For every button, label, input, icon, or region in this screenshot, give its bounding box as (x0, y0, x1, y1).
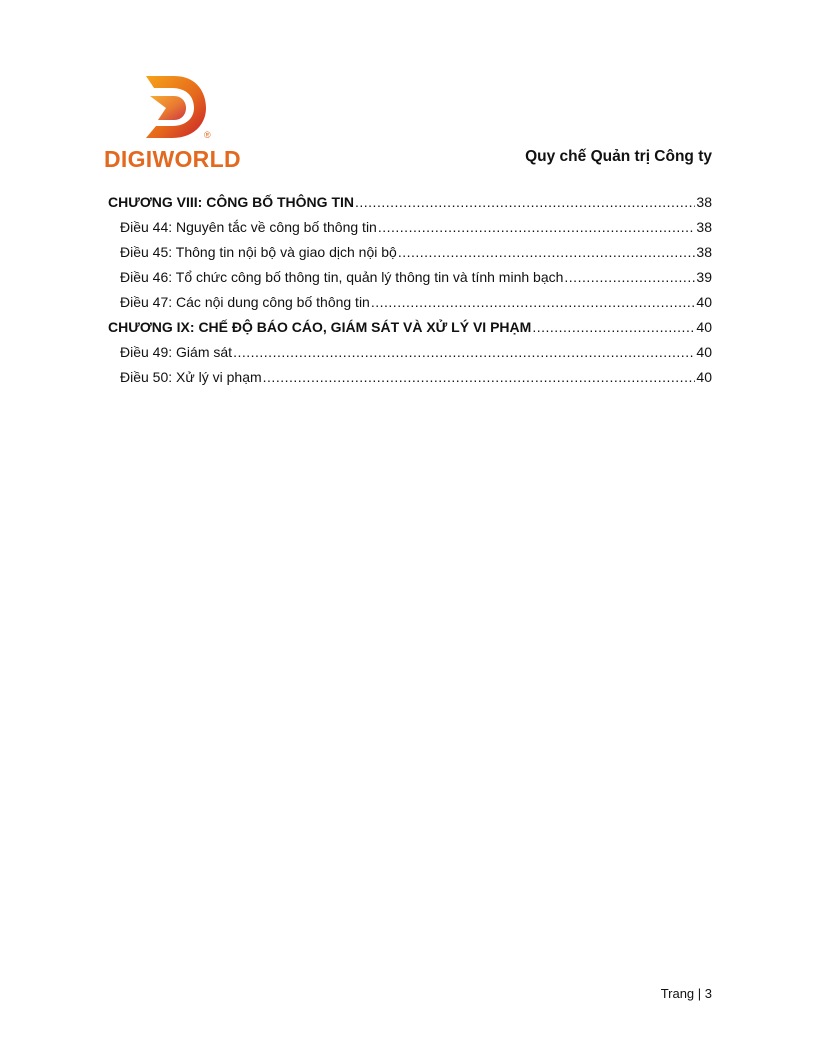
toc-article-entry[interactable] (108, 344, 712, 369)
toc-article-entry[interactable] (108, 244, 712, 269)
toc-entry-title: Điều 50: Xử lý vi phạm (120, 369, 262, 385)
toc-article-entry[interactable] (108, 369, 712, 394)
toc-entry-page: 40 (696, 369, 712, 385)
toc-chapter-entry[interactable] (108, 194, 712, 219)
company-logo (104, 72, 246, 172)
toc-entry-title: Điều 47: Các nội dung công bố thông tin (120, 294, 370, 310)
logo-wordmark: DIGIWORLD (104, 146, 241, 172)
toc-entry-page: 40 (696, 294, 712, 310)
toc-article-entry[interactable] (108, 269, 712, 294)
toc-entry-page: 38 (696, 194, 712, 210)
toc-leader-dots (564, 269, 695, 285)
toc-entry-title: Điều 44: Nguyên tắc về công bố thông tin (120, 219, 377, 235)
toc-entry-page: 38 (696, 244, 712, 260)
toc-leader-dots (355, 194, 695, 210)
toc-entry-page: 39 (696, 269, 712, 285)
toc-article-entry[interactable] (108, 294, 712, 319)
toc-entry-page: 40 (696, 319, 712, 335)
registered-mark: ® (204, 130, 211, 140)
toc-entry-page: 40 (696, 344, 712, 360)
page-number: Trang | 3 (660, 986, 712, 1001)
toc-entry-page: 38 (696, 219, 712, 235)
toc-chapter-entry[interactable] (108, 319, 712, 344)
toc-entry-title: Điều 49: Giám sát (120, 344, 233, 360)
toc-leader-dots (532, 319, 695, 335)
toc-leader-dots (263, 369, 696, 385)
document-title: Quy chế Quản trị Công ty (525, 148, 712, 165)
toc-entry-title: CHƯƠNG VIII: CÔNG BỐ THÔNG TIN (108, 194, 354, 210)
digiworld-logo-icon (140, 72, 210, 142)
toc-leader-dots (371, 294, 696, 310)
toc-entry-title: CHƯƠNG IX: CHẾ ĐỘ BÁO CÁO, GIÁM SÁT VÀ XỬ LÝ VI PHẠM (108, 319, 532, 335)
toc-leader-dots (398, 244, 696, 260)
toc-article-entry[interactable] (108, 219, 712, 244)
toc-leader-dots (378, 219, 696, 235)
toc-leader-dots (233, 344, 695, 360)
table-of-contents (108, 194, 712, 394)
toc-entry-title: Điều 45: Thông tin nội bộ và giao dịch nội bộ (120, 244, 397, 260)
toc-entry-title: Điều 46: Tổ chức công bố thông tin, quản lý thông tin và tính minh bạch (120, 269, 564, 285)
